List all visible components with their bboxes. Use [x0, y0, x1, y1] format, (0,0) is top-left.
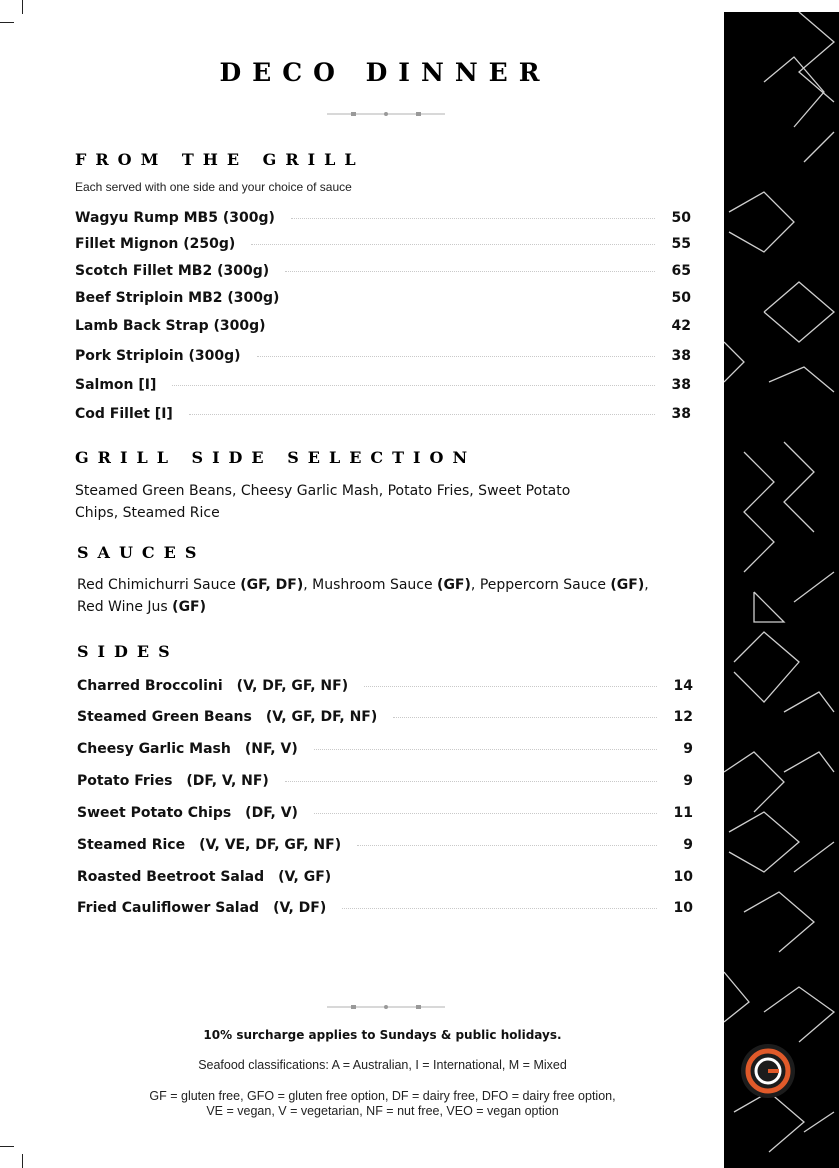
section-heading-grill: FROM THE GRILL	[75, 150, 365, 169]
side-item-row	[77, 770, 693, 792]
item-name: Cod Fillet [I]	[75, 406, 173, 422]
item-name: Roasted Beetroot Salad	[77, 869, 265, 885]
item-price: 10	[673, 869, 693, 885]
menu-item-row	[75, 207, 691, 229]
section-heading-grill-sides: GRILL SIDE SELECTION	[75, 448, 477, 467]
dotted-leader	[172, 385, 655, 386]
ornament-divider-icon	[327, 110, 445, 118]
crop-mark-left-top	[0, 22, 14, 23]
dotted-leader	[285, 781, 657, 782]
side-item-row	[77, 897, 693, 919]
menu-item-row	[75, 260, 691, 282]
item-name: Fillet Mignon (250g)	[75, 236, 236, 252]
section-heading-sides: SIDES	[77, 642, 179, 661]
dotted-leader	[393, 717, 657, 718]
menu-item-row	[75, 233, 691, 255]
item-name: Lamb Back Strap (300g)	[75, 318, 266, 334]
menu-item-row	[75, 287, 691, 309]
item-diet-tags: (DF, V, NF)	[186, 773, 269, 789]
item-name: Salmon [I]	[75, 377, 157, 393]
item-name: Wagyu Rump MB5 (300g)	[75, 210, 275, 226]
crop-mark-left-bottom	[0, 1146, 14, 1147]
item-name: Scotch Fillet MB2 (300g)	[75, 263, 270, 279]
ornament-divider-icon	[327, 1003, 445, 1011]
item-price: 10	[673, 900, 693, 916]
geometric-side-panel	[724, 12, 839, 1168]
item-diet-tags: (V, DF)	[273, 900, 327, 916]
dotted-leader	[189, 414, 655, 415]
item-price: 38	[671, 377, 691, 393]
item-diet-tags: (DF, V)	[245, 805, 298, 821]
section-heading-sauces: SAUCES	[77, 543, 206, 562]
side-item-row	[77, 802, 693, 824]
dotted-leader	[347, 877, 657, 878]
side-item-row	[77, 866, 693, 888]
menu-title: DECO DINNER	[219, 58, 551, 87]
sauce-name: Peppercorn Sauce	[479, 577, 606, 593]
item-name: Pork Striploin (300g)	[75, 348, 241, 364]
item-price: 9	[683, 773, 693, 789]
side-item-row	[77, 834, 693, 856]
menu-item-row	[75, 403, 691, 425]
sauce-name: Red Wine Jus	[77, 599, 168, 615]
dotted-leader	[342, 908, 657, 909]
sauce-tag: (GF)	[610, 577, 645, 593]
item-price: 14	[673, 678, 693, 694]
item-price: 50	[671, 210, 691, 226]
item-price: 55	[671, 236, 691, 252]
dietary-legend-line-1: GF = gluten free, GFO = gluten free option, DF = dairy free, DFO = dairy free option,	[149, 1089, 616, 1103]
dotted-leader	[314, 813, 657, 814]
item-name: Potato Fries	[77, 773, 173, 789]
grill-note: Each served with one side and your choice of sauce	[75, 180, 352, 194]
sauce-separator: ,	[644, 577, 649, 593]
seafood-classification-note: Seafood classifications: A = Australian, I = International, M = Mixed	[198, 1058, 567, 1072]
item-diet-tags: (V, DF, GF, NF)	[236, 678, 349, 694]
menu-item-row	[75, 315, 691, 337]
side-item-row	[77, 706, 693, 728]
item-price: 12	[673, 709, 693, 725]
side-item-row	[77, 738, 693, 760]
item-name: Steamed Green Beans	[77, 709, 252, 725]
dotted-leader	[314, 749, 657, 750]
item-price: 65	[671, 263, 691, 279]
item-name: Sweet Potato Chips	[77, 805, 232, 821]
item-price: 50	[671, 290, 691, 306]
item-name: Steamed Rice	[77, 837, 186, 853]
sauces-list	[77, 574, 677, 618]
menu-item-row	[75, 345, 691, 367]
sauce-tag: (GF)	[437, 577, 471, 593]
sauce-tag: (GF, DF)	[240, 577, 304, 593]
crop-mark-bottom-left	[22, 1154, 23, 1168]
sauce-separator: ,	[470, 577, 480, 593]
item-diet-tags: (NF, V)	[244, 741, 298, 757]
item-price: 9	[683, 741, 693, 757]
dotted-leader	[295, 298, 655, 299]
dietary-legend-line-2: VE = vegan, V = vegetarian, NF = nut free, VEO = vegan option	[206, 1104, 559, 1118]
sauce-name: Red Chimichurri Sauce	[77, 577, 236, 593]
item-diet-tags: (V, VE, DF, GF, NF)	[199, 837, 342, 853]
item-diet-tags: (V, GF)	[278, 869, 332, 885]
dotted-leader	[251, 244, 655, 245]
dotted-leader	[357, 845, 657, 846]
grill-sides-text: Steamed Green Beans, Cheesy Garlic Mash, Potato Fries, Sweet Potato Chips, Steamed Rice	[75, 483, 571, 521]
item-price: 38	[671, 406, 691, 422]
dotted-leader	[285, 271, 655, 272]
dotted-leader	[364, 686, 657, 687]
sauce-name: Mushroom Sauce	[312, 577, 433, 593]
item-name: Cheesy Garlic Mash	[77, 741, 231, 757]
surcharge-notice: 10% surcharge applies to Sundays & public holidays.	[203, 1028, 562, 1042]
item-price: 38	[671, 348, 691, 364]
dotted-leader	[291, 218, 655, 219]
side-item-row	[77, 675, 693, 697]
menu-item-row	[75, 374, 691, 396]
sauce-tag: (GF)	[172, 599, 207, 615]
item-price: 11	[673, 805, 693, 821]
art-deco-pattern-icon	[724, 12, 839, 1168]
item-price: 42	[671, 318, 691, 334]
item-name: Fried Cauliflower Salad	[77, 900, 260, 916]
item-diet-tags: (V, GF, DF, NF)	[265, 709, 378, 725]
sauce-separator: ,	[303, 577, 313, 593]
item-name: Beef Striploin MB2 (300g)	[75, 290, 280, 306]
item-name: Charred Broccolini	[77, 678, 223, 694]
dotted-leader	[282, 326, 655, 327]
dotted-leader	[257, 356, 655, 357]
item-price: 9	[683, 837, 693, 853]
crop-mark-top-left	[22, 0, 23, 14]
